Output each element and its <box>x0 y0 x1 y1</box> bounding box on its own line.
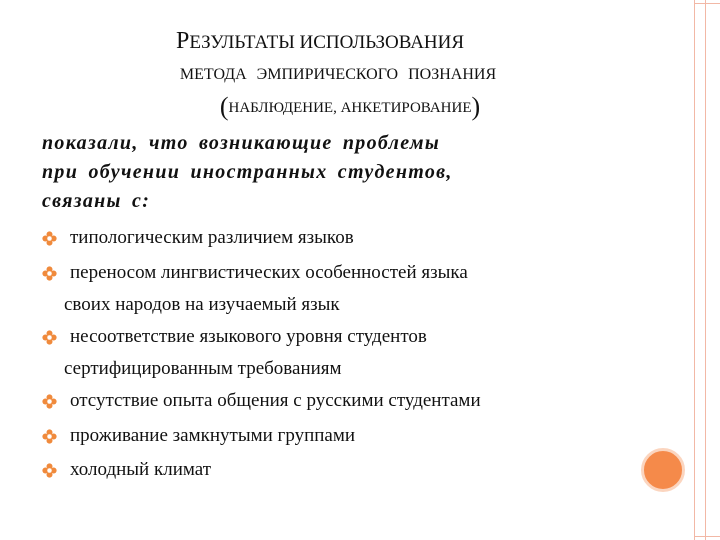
flower-bullet-icon <box>42 266 57 281</box>
flower-bullet-icon <box>42 330 57 345</box>
flower-bullet-icon <box>42 394 57 409</box>
slide-subtitle: МЕТОДА ЭМПИРИЧЕСКОГО ПОЗНАНИЯ <box>179 66 497 83</box>
intro-text <box>42 129 602 216</box>
intro-line: при обучении иностранных студентов, <box>42 161 453 183</box>
frame-line-right <box>705 0 706 540</box>
intro-line: показали, что возникающие проблемы <box>42 132 441 154</box>
frame-line-left <box>694 0 695 540</box>
slide-subtitle-methods: (НАБЛЮДЕНИЕ, АНКЕТИРОВАНИЕ) <box>219 92 481 121</box>
intro-line: связаны с: <box>42 190 151 212</box>
slide-title: РЕЗУЛЬТАТЫ ИСПОЛЬЗОВАНИЯ <box>175 28 465 54</box>
frame-rule-bottom <box>694 536 720 537</box>
decorative-circle <box>641 448 685 492</box>
flower-bullet-icon <box>42 429 57 444</box>
flower-bullet-icon <box>42 231 57 246</box>
frame-rule-top <box>694 3 720 4</box>
flower-bullet-icon <box>42 463 57 478</box>
